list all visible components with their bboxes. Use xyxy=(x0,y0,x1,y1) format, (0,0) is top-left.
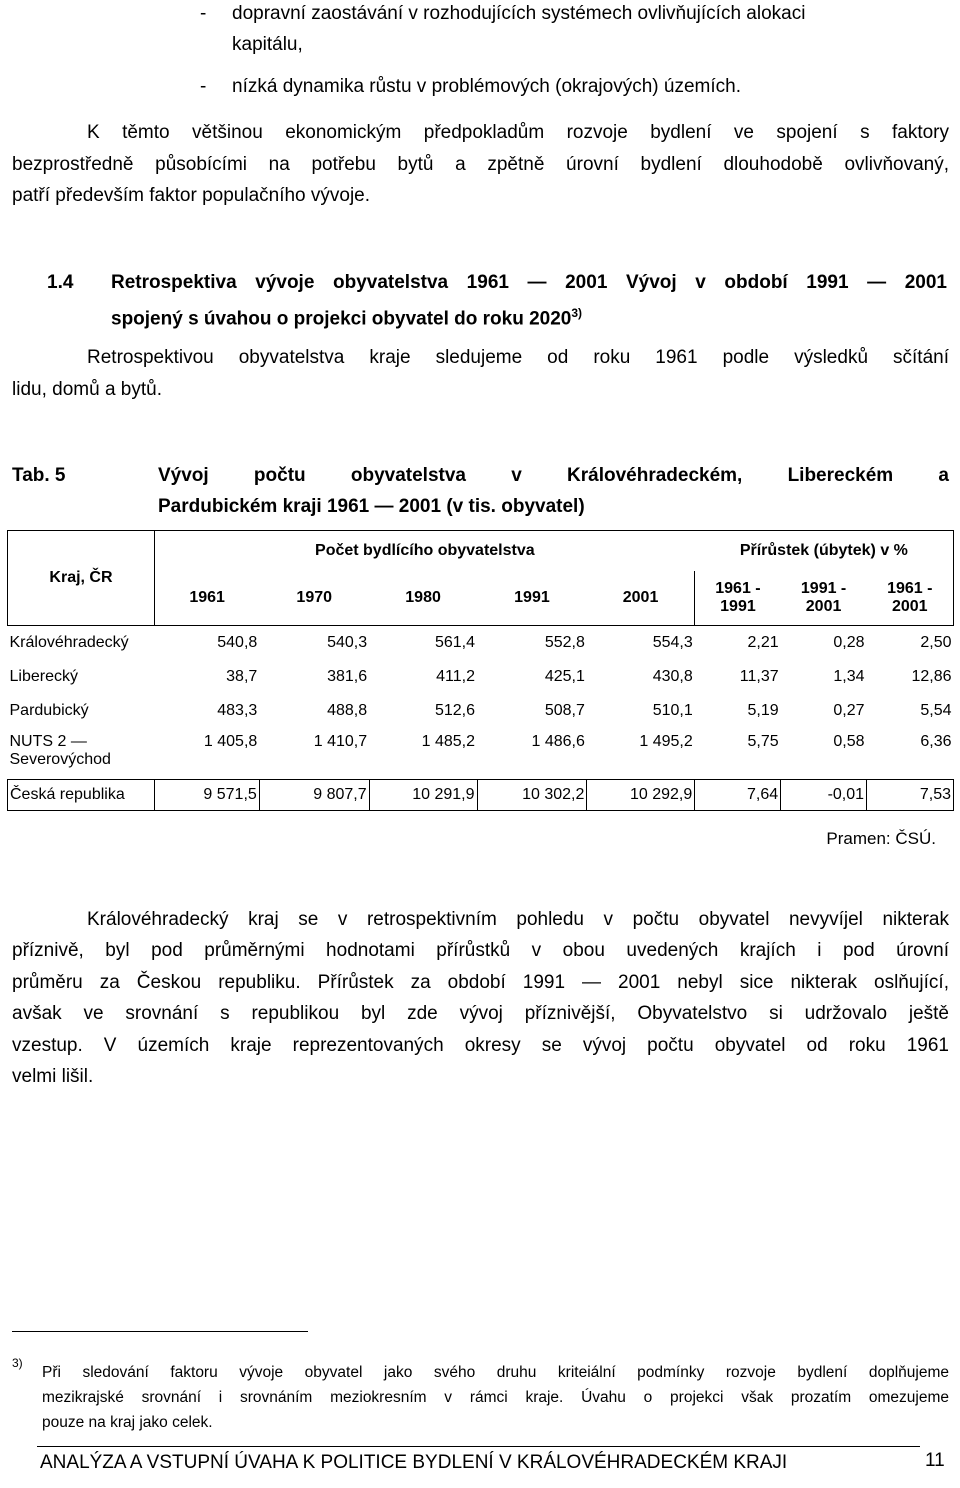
period-start: 1961 - xyxy=(715,579,761,597)
closing-line-5: vzestup. V územích kraje reprezentovaných okresy se vývoj počtu obyvatel od roku 1961 xyxy=(12,1035,949,1056)
cell: 6,36 xyxy=(920,732,952,750)
bullet-dash: - xyxy=(200,76,207,97)
bullet-2-text: nízká dynamika růstu v problémových (okrajových) územích. xyxy=(232,76,741,97)
closing-line-1: Královéhradecký kraj se v retrospektivním pohledu v počtu obyvatel nevyvíjel nikterak xyxy=(87,909,949,930)
row-name: Pardubický xyxy=(9,701,89,719)
footer-rule xyxy=(37,1446,920,1447)
cell: 411,2 xyxy=(436,667,476,685)
cell: 0,28 xyxy=(833,633,865,651)
table-row xyxy=(8,660,954,694)
period-end: 2001 xyxy=(805,597,842,615)
row-name: Královéhradecký xyxy=(9,633,129,651)
cell: 1 486,6 xyxy=(531,732,585,750)
closing-line-3: průměru za Českou republiku. Přírůstek za období 1991 — 2001 nebyl sice nikterak oslňující, xyxy=(12,972,949,993)
cell: 10 292,9 xyxy=(587,780,695,811)
closing-line-4: avšak ve srovnání s republikou byl zde vývoj příznivější, Obyvatelstvo si udržovalo ještě xyxy=(12,1003,949,1024)
footnote-separator xyxy=(12,1331,308,1332)
cell: 0,27 xyxy=(833,701,865,719)
header-period xyxy=(867,571,954,626)
intro-line-3: patří především faktor populačního vývoje. xyxy=(12,185,371,206)
intro-line-2: bezprostředně působícími na potřebu bytů a zpětně úrovní bydlení dlouhodobě ovlivňovaný, xyxy=(12,154,949,175)
cell: 1 410,7 xyxy=(313,732,368,750)
header-period xyxy=(781,571,867,626)
cell: 430,8 xyxy=(652,667,693,685)
row-name-line2: Severovýchod xyxy=(9,750,111,768)
page-number: 11 xyxy=(925,1450,945,1471)
bullet-dash: - xyxy=(200,3,207,24)
table-row xyxy=(8,694,954,728)
table-title-line2: Pardubickém kraji 1961 — 2001 (v tis. obyvatel) xyxy=(158,496,585,517)
cell: 2,50 xyxy=(920,633,952,651)
header-year: 1970 xyxy=(259,571,369,626)
period-start: 1961 - xyxy=(887,579,933,597)
footnote-line-2: mezikrajské srovnání i srovnáním meziokresním v rámci kraje. Úvahu o projekci však prozatím omezujeme xyxy=(42,1389,949,1406)
cell: 11,37 xyxy=(739,667,779,685)
header-year: 1991 xyxy=(477,571,587,626)
cell: 1,34 xyxy=(833,667,865,685)
period-end: 2001 xyxy=(891,597,928,615)
cell: 1 495,2 xyxy=(639,732,693,750)
cell: 508,7 xyxy=(544,701,585,719)
header-kraj: Kraj, ČR xyxy=(8,531,155,626)
section-title-line1: Retrospektiva vývoje obyvatelstva 1961 — 2001 Vývoj v období 1991 — 2001 xyxy=(111,272,947,293)
cell: 561,4 xyxy=(434,633,476,651)
cell: 5,19 xyxy=(747,701,779,719)
cell: 10 302,2 xyxy=(477,780,587,811)
cell: 7,53 xyxy=(867,780,954,811)
row-name: Česká republika xyxy=(8,780,155,811)
cell: 512,6 xyxy=(434,701,476,719)
footer-title: ANALÝZA A VSTUPNÍ ÚVAHA K POLITICE BYDLENÍ V KRÁLOVÉHRADECKÉM KRAJI xyxy=(40,1452,788,1473)
footnote-line-3: pouze na kraj jako celek. xyxy=(42,1414,213,1431)
section-para-line2: lidu, domů a bytů. xyxy=(12,379,162,400)
table-title-line1: Vývoj počtu obyvatelstva v Královéhradeckém, Libereckém a xyxy=(158,465,949,486)
header-period xyxy=(695,571,781,626)
period-end: 1991 xyxy=(720,597,756,615)
header-group-growth: Přírůstek (úbytek) v % xyxy=(695,531,954,571)
bullet-1-line2: kapitálu, xyxy=(232,34,303,55)
header-year: 1980 xyxy=(369,571,477,626)
header-group-population: Počet bydlícího obyvatelstva xyxy=(154,531,694,571)
cell: 7,64 xyxy=(695,780,781,811)
bullet-1 xyxy=(200,0,206,29)
cell: 540,3 xyxy=(327,633,368,651)
cell: -0,01 xyxy=(781,780,867,811)
cell: 552,8 xyxy=(544,633,585,651)
bullet-1-text xyxy=(232,0,950,60)
cell: 38,7 xyxy=(226,667,258,685)
cell: 488,8 xyxy=(327,701,368,719)
cell: 540,8 xyxy=(217,633,258,651)
cell: 9 571,5 xyxy=(154,780,259,811)
cell: 425,1 xyxy=(544,667,585,685)
intro-line-1: K těmto většinou ekonomickým předpokladům rozvoje bydlení ve spojení s faktory xyxy=(87,122,949,143)
cell: 2,21 xyxy=(747,633,779,651)
cell: 0,58 xyxy=(833,732,865,750)
section-title-text: spojený s úvahou o projekci obyvatel do roku 2020 xyxy=(111,308,572,330)
cell: 5,54 xyxy=(920,701,952,719)
cell: 9 807,7 xyxy=(259,780,369,811)
cell: 12,86 xyxy=(911,667,952,685)
table-source: Pramen: ČSÚ. xyxy=(826,829,936,848)
cell: 483,3 xyxy=(217,701,258,719)
table-row xyxy=(8,780,954,811)
table-label: Tab. 5 xyxy=(12,465,66,486)
cell: 381,6 xyxy=(327,667,368,685)
header-year: 1961 xyxy=(154,571,259,626)
table-row xyxy=(8,728,954,780)
cell: 510,1 xyxy=(652,701,693,719)
row-name: Liberecký xyxy=(9,667,78,685)
closing-line-2: příznivě, byl pod průměrnými hodnotami přírůstků v obou uvedených krajích i pod úrovní xyxy=(12,940,949,961)
closing-line-6: velmi lišil. xyxy=(12,1066,94,1087)
footnote-marker: 3) xyxy=(12,1356,23,1370)
section-number: 1.4 xyxy=(47,272,74,293)
header-year: 2001 xyxy=(587,571,695,626)
section-title-line2 xyxy=(111,298,582,334)
cell: 5,75 xyxy=(747,732,779,750)
population-table xyxy=(7,530,954,811)
cell: 1 485,2 xyxy=(421,732,476,750)
cell: 10 291,9 xyxy=(369,780,477,811)
period-start: 1991 - xyxy=(800,579,847,597)
row-name-line1: NUTS 2 — xyxy=(9,732,87,750)
table-row xyxy=(8,626,954,660)
footnote-ref: 3) xyxy=(571,306,583,320)
bullet-2 xyxy=(200,71,206,102)
cell: 554,3 xyxy=(652,633,693,651)
section-para-line1: Retrospektivou obyvatelstva kraje sledujeme od roku 1961 podle výsledků sčítání xyxy=(87,347,949,368)
bullet-1-line1: dopravní zaostávání v rozhodujících systémech ovlivňujících alokaci xyxy=(232,3,806,24)
cell: 1 405,8 xyxy=(203,732,258,750)
footnote-line-1: Při sledování faktoru vývoje obyvatel jako svého druhu kriteiální podmínky rozvoje bydlení doplňujeme xyxy=(42,1364,949,1381)
row-name xyxy=(8,728,155,780)
